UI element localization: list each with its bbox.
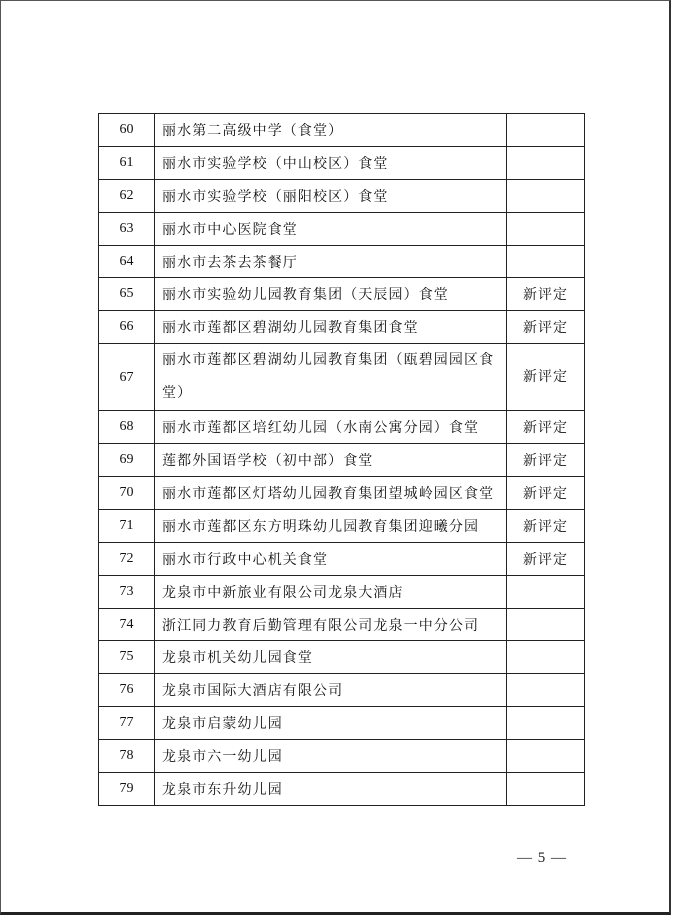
row-number: 74 [99,608,155,641]
table-row [99,773,585,806]
rating-status [507,674,585,707]
unit-name: 丽水第二高级中学（食堂） [155,114,507,147]
table-body [99,114,585,806]
row-number: 77 [99,707,155,740]
table-row [99,641,585,674]
rating-status [507,608,585,641]
unit-name: 浙江同力教育后勤管理有限公司龙泉一中分公司 [155,608,507,641]
rating-status [507,575,585,608]
row-number: 76 [99,674,155,707]
table-row [99,674,585,707]
unit-name: 龙泉市六一幼儿园 [155,740,507,773]
row-number: 78 [99,740,155,773]
unit-name: 龙泉市启蒙幼儿园 [155,707,507,740]
canteen-list-table [98,113,585,806]
unit-name: 龙泉市中新旅业有限公司龙泉大酒店 [155,575,507,608]
unit-name: 丽水市行政中心机关食堂 [155,542,507,575]
unit-name: 龙泉市东升幼儿园 [155,773,507,806]
table-row [99,344,585,411]
rating-status [507,179,585,212]
page-number: — 5 — [517,850,567,866]
table-row [99,278,585,311]
unit-name: 丽水市去茶去茶餐厅 [155,245,507,278]
row-number: 65 [99,278,155,311]
unit-name: 丽水市实验学校（中山校区）食堂 [155,146,507,179]
row-number: 63 [99,212,155,245]
table-row [99,542,585,575]
row-number: 70 [99,477,155,510]
row-number: 69 [99,444,155,477]
rating-status: 新评定 [507,411,585,444]
unit-name: 龙泉市国际大酒店有限公司 [155,674,507,707]
row-number: 72 [99,542,155,575]
rating-status [507,114,585,147]
unit-name: 丽水市莲都区培红幼儿园（水南公寓分园）食堂 [155,411,507,444]
table-row [99,311,585,344]
row-number: 68 [99,411,155,444]
rating-status [507,146,585,179]
table-row [99,444,585,477]
unit-name: 丽水市实验学校（丽阳校区）食堂 [155,179,507,212]
row-number: 62 [99,179,155,212]
table-row [99,411,585,444]
rating-status: 新评定 [507,344,585,411]
rating-status [507,245,585,278]
row-number: 61 [99,146,155,179]
rating-status: 新评定 [507,477,585,510]
row-number: 66 [99,311,155,344]
rating-status [507,773,585,806]
rating-status: 新评定 [507,509,585,542]
rating-status: 新评定 [507,278,585,311]
unit-name: 丽水市实验幼儿园教育集团（天辰园）食堂 [155,278,507,311]
table-row [99,575,585,608]
row-number: 64 [99,245,155,278]
unit-name: 莲都外国语学校（初中部）食堂 [155,444,507,477]
table-row [99,245,585,278]
unit-name: 丽水市莲都区灯塔幼儿园教育集团望城岭园区食堂 [155,477,507,510]
rating-status: 新评定 [507,444,585,477]
row-number: 71 [99,509,155,542]
unit-name: 丽水市中心医院食堂 [155,212,507,245]
table-row [99,114,585,147]
table-row [99,707,585,740]
table-row [99,179,585,212]
row-number: 79 [99,773,155,806]
rating-status [507,740,585,773]
rating-status [507,641,585,674]
rating-status [507,707,585,740]
table-row [99,509,585,542]
unit-name: 丽水市莲都区碧湖幼儿园教育集团食堂 [155,311,507,344]
table-row [99,740,585,773]
table-row [99,146,585,179]
rating-status: 新评定 [507,542,585,575]
rating-status [507,212,585,245]
row-number: 75 [99,641,155,674]
table-row [99,608,585,641]
rating-status: 新评定 [507,311,585,344]
unit-name: 丽水市莲都区东方明珠幼儿园教育集团迎曦分园 [155,509,507,542]
row-number: 73 [99,575,155,608]
row-number: 60 [99,114,155,147]
unit-name: 丽水市莲都区碧湖幼儿园教育集团（瓯碧园园区食堂） [155,344,507,411]
table-row [99,477,585,510]
unit-name: 龙泉市机关幼儿园食堂 [155,641,507,674]
row-number: 67 [99,344,155,411]
table-row [99,212,585,245]
